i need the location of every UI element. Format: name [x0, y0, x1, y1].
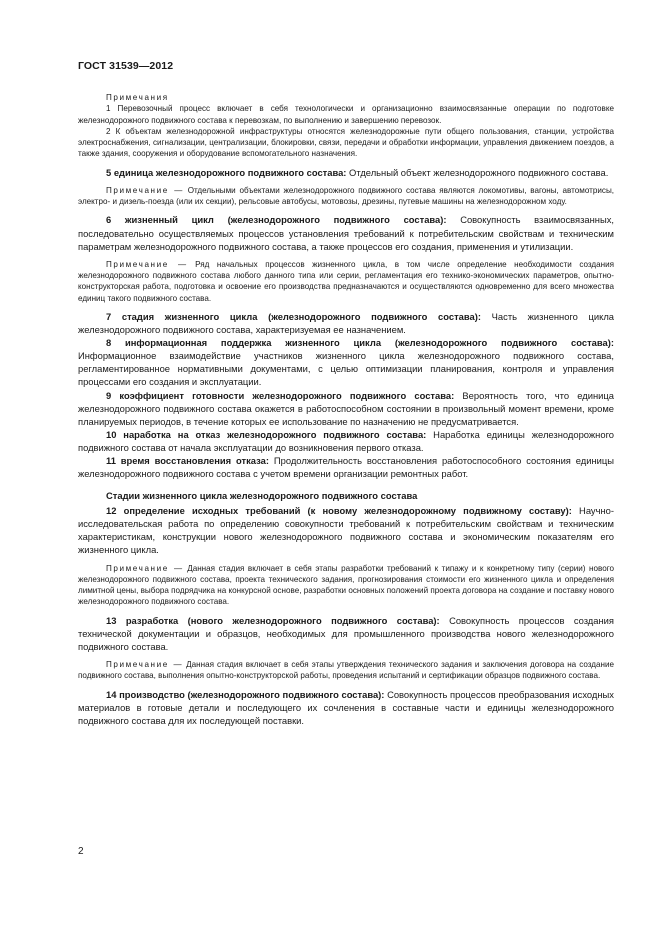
note-1: 1 Перевозочный процесс включает в себя технологически и организационно взаимосвязанные операции по подготовке железнодорожного подвижного состава к перевозкам, по выполнению и завершению перевозок. [78, 104, 614, 125]
term-14: 14 производство (железнодорожного подвижного состава): Совокупность процессов преобразования исходных материалов в готовые детали и последующего их сочленения в составные части и единицы железнодорожного подвижного состава для их последующей поставки. [78, 688, 614, 726]
term-9: 9 коэффициент готовности железнодорожного подвижного состава: Вероятность того, что единица железнодорожного подвижного состава окажется в работоспособном состоянии в произвольный момент времени, кроме планируемых периодов, в течение которых ее использование по назначению не предусматривается. [78, 389, 615, 427]
term-11: 11 время восстановления отказа: Продолжительность восстановления работоспособного состояния единицы железнодорожного подвижного состава с учетом времени организации ремонтных работ. [78, 454, 615, 480]
note-term-6: Примечание — Ряд начальных процессов жизненного цикла, в том числе определение необходимости создания железнодорожного подвижного состава любого данного типа или серии, регламентация его технико-экономических параметров, опытно-конструкторская работа, подготовка и освоение его производства предназначаются и осуществляются одновременно для всего множества единиц такого подвижного состава. [78, 259, 615, 303]
term-7: 7 стадия жизненного цикла (железнодорожного подвижного состава): Часть жизненного цикла железнодорожного подвижного состава, характеризуемая ее назначением. [78, 310, 615, 336]
note-term-5: Примечание — Отдельными объектами железнодорожного подвижного состава являются локомотивы, вагоны, автомотрисы, электро- и дизель-поезда (или их секции), рельсовые автобусы, мотовозы, дрезины, путевые машины на железнодорожном ходу. [78, 185, 615, 207]
term-10: 10 наработка на отказ железнодорожного подвижного состава: Наработка единицы железнодорожного подвижного состава от начала эксплуатации до возникновения первого отказа. [78, 428, 614, 453]
term-12: 12 определение исходных требований (к новому железнодорожному подвижному составу): Научно-исследовательская работа по определению совокупности требований к потребительским свойствам и техническим характеристикам, конструкции нового железнодорожного подвижного состава и экономическим показателям его жизненного цикла. [78, 505, 615, 556]
notes-heading: Примечания [106, 93, 169, 102]
standard-header: ГОСТ 31539—2012 [78, 60, 174, 72]
term-8: 8 информационная поддержка жизненного цикла (железнодорожного подвижного состава): Информационное взаимодействие участников жизненного цикла железнодорожного подвижного состава, регламентированное нормативными документами, с целью оптимизации планирования, контроля и управления процессами его создания и эксплуатации. [78, 337, 614, 388]
term-6: 6 жизненный цикл (железнодорожного подвижного состава): Совокупность взаимосвязанных, последовательно осуществляемых процессов установления требований к потребительским свойствам и техническим параметрам железнодорожного подвижного состава, а также процессов его создания, применения и утилизации. [78, 214, 614, 252]
page-number: 2 [78, 846, 84, 857]
term-13: 13 разработка (нового железнодорожного подвижного состава): Совокупность процессов создания технической документации и образцов, необходимых для промышленного производства нового железнодорожного подвижного состава. [78, 614, 614, 652]
note-2: 2 К объектам железнодорожной инфраструктуры относятся железнодорожные пути общего пользования, станции, устройства электроснабжения, сигнализации, централизации, блокировки, связи, передачи и обработки информации, управления движением поездов, а также здания, сооружения и оборудование вспомогательного назначения. [78, 126, 614, 159]
note-term-13: Примечание — Данная стадия включает в себя этапы утверждения технического задания и заключения договора на создание подвижного состава, выполнения опытно-конструкторской работы, проведения испытаний и сертификации образцов подвижного состава. [78, 660, 614, 681]
note-term-12: Примечание — Данная стадия включает в себя этапы разработки требований к типажу и к конкретному типу (серии) нового железнодорожного подвижного состава, проекта технического задания, прогнозирования стоимости его жизненного цикла и определения лимитной цены, выбора подрядчика на конкурсной основе, разработки основных положений проекта договора на создание и поставку нового железнодорожного подвижного состава. [78, 563, 614, 607]
term-5: 5 единица железнодорожного подвижного состава: Отдельный объект железнодорожного подвижного состава. [106, 166, 609, 178]
section-heading: Стадии жизненного цикла железнодорожного подвижного состава [106, 490, 418, 502]
document-body [78, 92, 614, 727]
